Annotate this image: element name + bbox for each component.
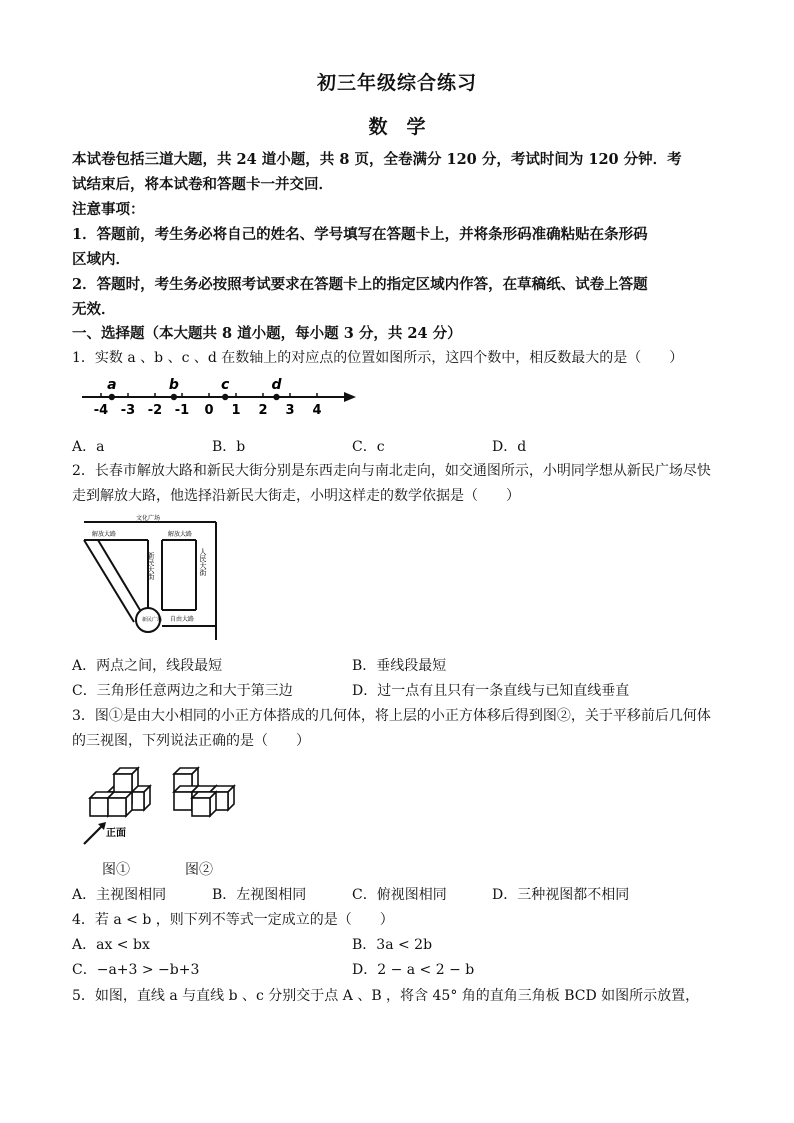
map-label-top-square: 文化广场: [136, 515, 161, 522]
number-line-point-label: a: [107, 377, 117, 393]
map-label-plaza: 新民广场: [142, 617, 163, 623]
q4-stem: 4．若 a < b ，则下列不等式一定成立的是（ ）: [72, 912, 394, 928]
notes-heading: 注意事项：: [72, 201, 145, 218]
q3-option-c: C．俯视图相同: [352, 887, 447, 903]
note-2-line-1: 2．答题时，考生务必按照考试要求在答题卡上的指定区域内作答，在草稿纸、试卷上答题: [72, 276, 648, 293]
number-line-point-c: [222, 394, 228, 400]
number-line-point-label: d: [271, 377, 282, 393]
map-label-renmin: 人民大街: [199, 548, 207, 576]
number-line-tick-label: 2: [258, 403, 268, 418]
q1-option-b: B．b: [212, 439, 246, 455]
map-label-road-right: 解放大路: [168, 531, 193, 538]
subject-title: 数 学: [368, 116, 426, 138]
q4-option-d: D．2 − a < 2 − b: [352, 962, 475, 978]
q3-stem-line-2: 的三视图，下列说法正确的是（ ）: [72, 733, 310, 749]
intro-line-2: 试结束后，将本试卷和答题卡一并交回．: [72, 176, 333, 193]
number-line-point-a: [109, 394, 115, 400]
q1-option-c: C．c: [352, 439, 385, 455]
q1-option-a: A．a: [72, 439, 105, 455]
front-label: 正面: [106, 828, 126, 839]
q1-stem: 1．实数 a 、b 、c 、d 在数轴上的对应点的位置如图所示，这四个数中，相反数最大的是（ ）: [72, 350, 684, 366]
number-line-point-b: [171, 394, 177, 400]
number-line-point-label: c: [221, 377, 230, 393]
note-1-line-1: 1．答题前，考生务必将自己的姓名、学号填写在答题卡上，并将条形码准确粘贴在条形码: [72, 226, 648, 243]
number-line-tick-label: 3: [285, 403, 295, 418]
figure-1-cubes: [90, 768, 150, 816]
q1-number-line: [76, 370, 366, 422]
note-2-line-2: 无效．: [72, 301, 116, 318]
q4-option-b: B．3a < 2b: [352, 937, 433, 953]
number-line-tick-label: 0: [204, 403, 214, 418]
note-1-line-2: 区域内．: [72, 251, 130, 268]
number-line-tick-label: 4: [312, 403, 322, 418]
q2-option-c: C．三角形任意两边之和大于第三边: [72, 683, 293, 699]
figure-2-cubes: [174, 768, 234, 816]
q3-cube-figures: [76, 760, 251, 850]
q4-option-c: C．−a+3 > −b+3: [72, 962, 200, 978]
q3-stem-line-1: 3．图①是由大小相同的小正方体搭成的几何体，将上层的小正方体移后得到图②，关于平移前后几何体: [72, 708, 711, 724]
q2-option-a: A．两点之间，线段最短: [72, 658, 223, 674]
q3-option-b: B．左视图相同: [212, 887, 307, 903]
number-line-point-d: [273, 394, 279, 400]
q5-stem: 5．如图，直线 a 与直线 b 、c 分别交于点 A 、B ，将含 45° 角的直角三角板 BCD 如图所示放置，: [72, 988, 700, 1004]
q4-option-a: A．ax < bx: [72, 937, 150, 953]
q2-option-b: B．垂线段最短: [352, 658, 447, 674]
number-line-point-label: b: [168, 377, 179, 393]
section-heading: 一、选择题（本大题共 8 道小题，每小题 3 分，共 24 分）: [72, 325, 462, 342]
map-label-road-left: 解放大路: [92, 531, 117, 538]
q2-stem-line-1: 2．长春市解放大路和新民大街分别是东西走向与南北走向，如交通图所示，小明同学想从新民广场尽快: [72, 463, 711, 479]
q3-figure-2-label: 图②: [185, 862, 213, 878]
q2-option-d: D．过一点有且只有一条直线与已知直线垂直: [352, 683, 630, 699]
map-label-bottom-road: 自由大路: [170, 616, 195, 623]
number-line-tick-label: -1: [174, 403, 190, 418]
page-title: 初三年级综合练习: [316, 72, 477, 94]
number-line-tick-label: 1: [231, 403, 241, 418]
q3-figure-1-label: 图①: [102, 862, 130, 878]
map-label-xinmin: 新民大街: [147, 552, 155, 580]
q3-option-a: A．主视图相同: [72, 887, 167, 903]
q1-option-d: D．d: [492, 439, 527, 455]
number-line-tick-label: -4: [93, 403, 109, 418]
q3-option-d: D．三种视图都不相同: [492, 887, 630, 903]
intro-line-1: 本试卷包括三道大题，共 24 道小题，共 8 页，全卷满分 120 分，考试时间为 120 分钟．考: [72, 151, 682, 168]
number-line-tick-label: -3: [120, 403, 136, 418]
q2-stem-line-2: 走到解放大路，他选择沿新民大街走，小明这样走的数学依据是（ ）: [72, 488, 520, 504]
q2-traffic-map: [76, 512, 226, 644]
number-line-tick-label: -2: [147, 403, 163, 418]
